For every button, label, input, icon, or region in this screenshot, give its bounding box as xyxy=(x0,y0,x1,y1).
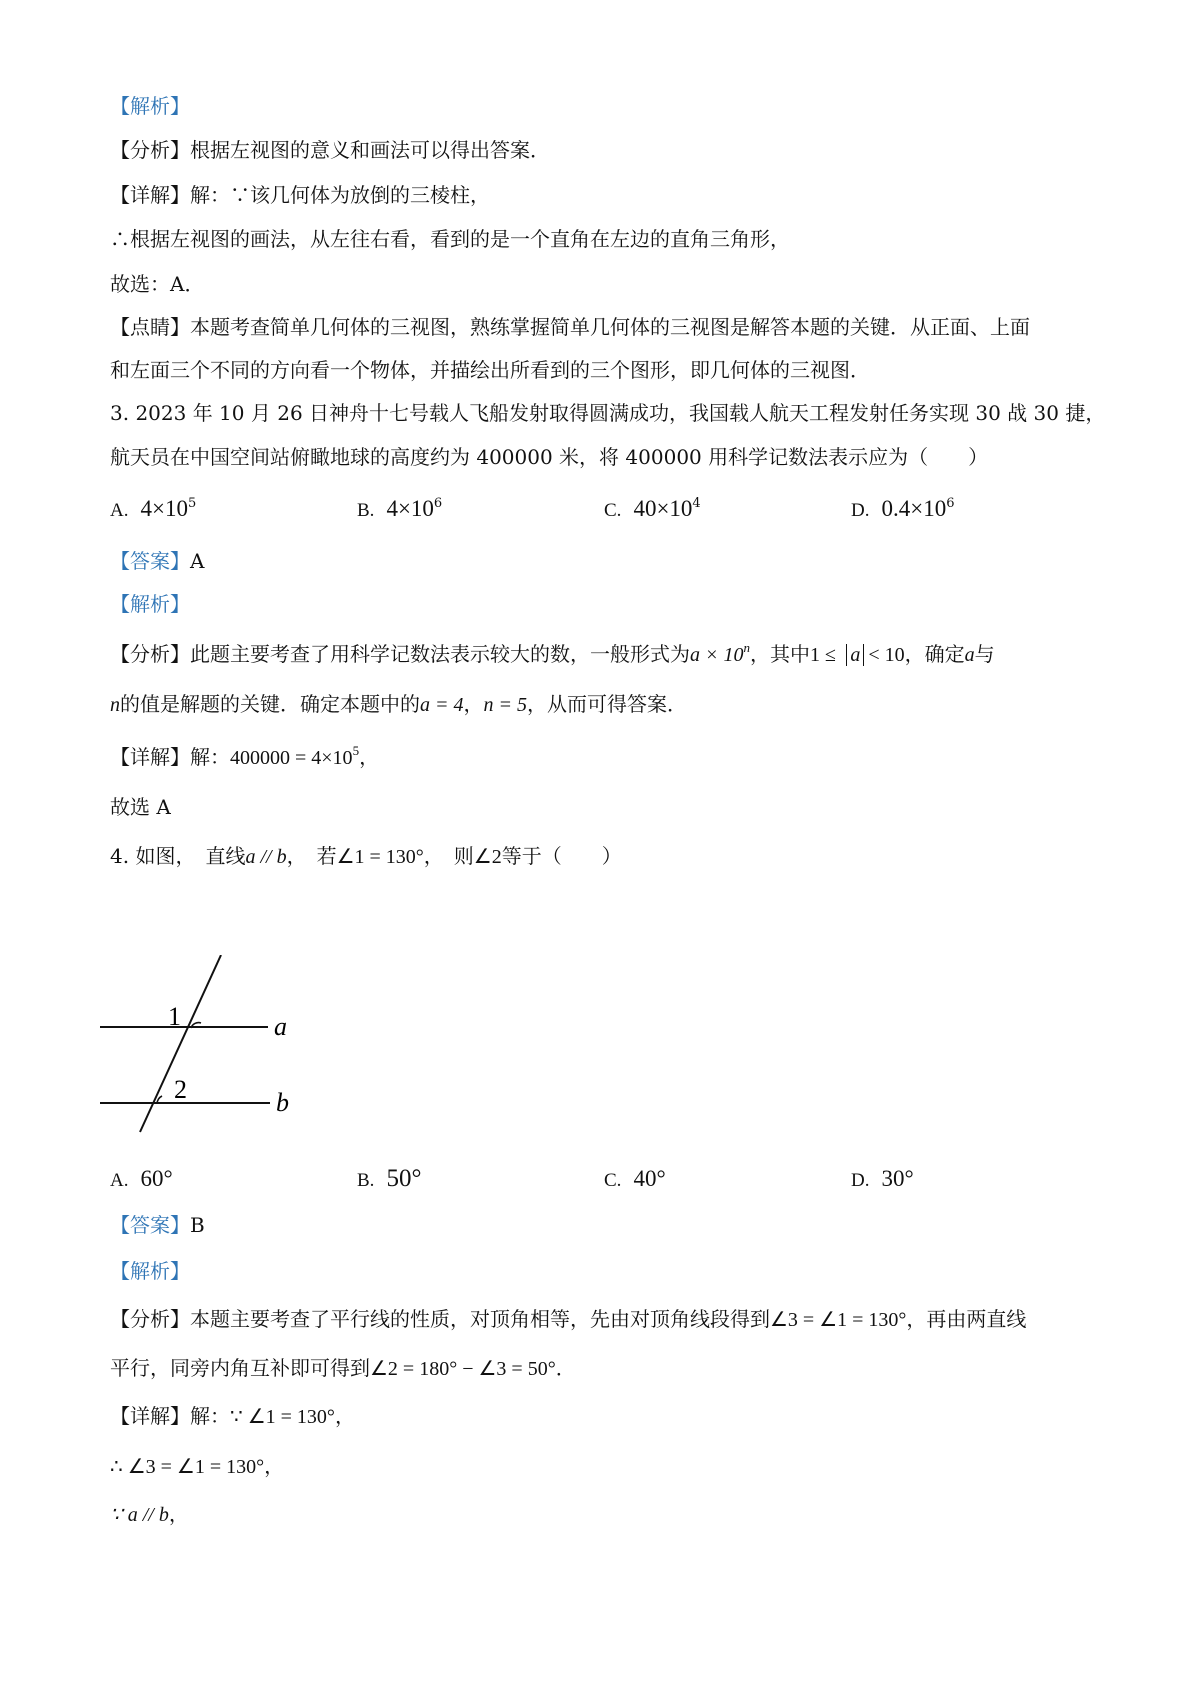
q3-fenxi-2: n的值是解题的关键．确定本题中的a = 4，n = 5，从而可得答案． xyxy=(110,692,687,716)
q3-option-b: B. $4\times 10^6$ xyxy=(357,496,443,521)
parallel-lines-figure xyxy=(100,955,330,1135)
q2-xiangjie: 【详解】解：∵该几何体为放倒的三棱柱， xyxy=(110,183,490,207)
q3-answer: 【答案】A xyxy=(110,549,205,573)
q4-option-d: D. 30° xyxy=(851,1166,914,1191)
q3-jiexi-heading: 【解析】 xyxy=(110,592,190,616)
q2-therefore: ∴根据左视图的画法，从左往右看，看到的是一个直角在左边的直角三角形， xyxy=(110,227,790,251)
q3-option-c: C. $40\times 10^4$ xyxy=(604,496,701,521)
q4-fenxi-2: 平行，同旁内角互补即可得到∠2 = 180° − ∠3 = 50°． xyxy=(110,1356,576,1380)
q4-option-c: C. 40° xyxy=(604,1166,666,1191)
q4-answer: 【答案】B xyxy=(110,1213,205,1237)
q4-option-b: B. 50° xyxy=(357,1165,422,1192)
angle-2-label: 2 xyxy=(174,1075,187,1104)
line-a-label: a xyxy=(274,1012,287,1041)
q2-fenxi: 【分析】根据左视图的意义和画法可以得出答案． xyxy=(110,138,550,162)
q3-stem-1: 3. 2023 年 10 月 26 日神舟十七号载人飞船发射取得圆满成功，我国载人航天工程发射任务实现 30 战 30 捷， xyxy=(110,401,1106,425)
q4-jiexi-heading: 【解析】 xyxy=(110,1259,190,1283)
q4-stem: 4. 如图， 直线a // b， 若∠1 = 130°， 则∠2等于（ ） xyxy=(110,844,622,868)
q4-step-2: ∴ ∠3 = ∠1 = 130°， xyxy=(110,1454,285,1478)
jiexi-heading: 【解析】 xyxy=(110,94,190,118)
q3-fenxi: 【分析】此题主要考查了用科学记数法表示较大的数，一般形式为$a \times 10^n$，其中1 ≤ a < 10，确定a与 xyxy=(110,640,995,666)
q3-option-d: D. $0.4\times 10^6$ xyxy=(851,496,955,521)
q4-option-a: A. 60° xyxy=(110,1166,173,1191)
line-b-label: b xyxy=(276,1088,289,1117)
q4-xiangjie: 【详解】解：∵ ∠1 = 130°， xyxy=(110,1404,355,1428)
q4-fenxi-1: 【分析】本题主要考查了平行线的性质，对顶角相等，先由对顶角线段得到∠3 = ∠1 = 130°，再由两直线 xyxy=(110,1307,1027,1331)
transversal-line xyxy=(140,955,221,1132)
angle-1-label: 1 xyxy=(168,1002,181,1031)
q3-guxuan: 故选 A xyxy=(110,795,171,819)
q2-dianjing-1: 【点睛】本题考查简单几何体的三视图，熟练掌握简单几何体的三视图是解答本题的关键．从正面、上面 xyxy=(110,315,1030,339)
q2-guxuan: 故选：A． xyxy=(110,272,205,296)
q4-step-3: ∵ a // b， xyxy=(110,1502,189,1526)
q3-xiangjie: 【详解】解：$400000 = 4\times 10^5$， xyxy=(110,743,380,769)
q3-option-a: A. $4\times 10^5$ xyxy=(110,496,197,521)
q2-dianjing-2: 和左面三个不同的方向看一个物体，并描绘出所看到的三个图形，即几何体的三视图． xyxy=(110,358,870,382)
q3-stem-2: 航天员在中国空间站俯瞰地球的高度约为 400000 米，将 400000 用科学记数法表示应为（ ） xyxy=(110,445,989,469)
